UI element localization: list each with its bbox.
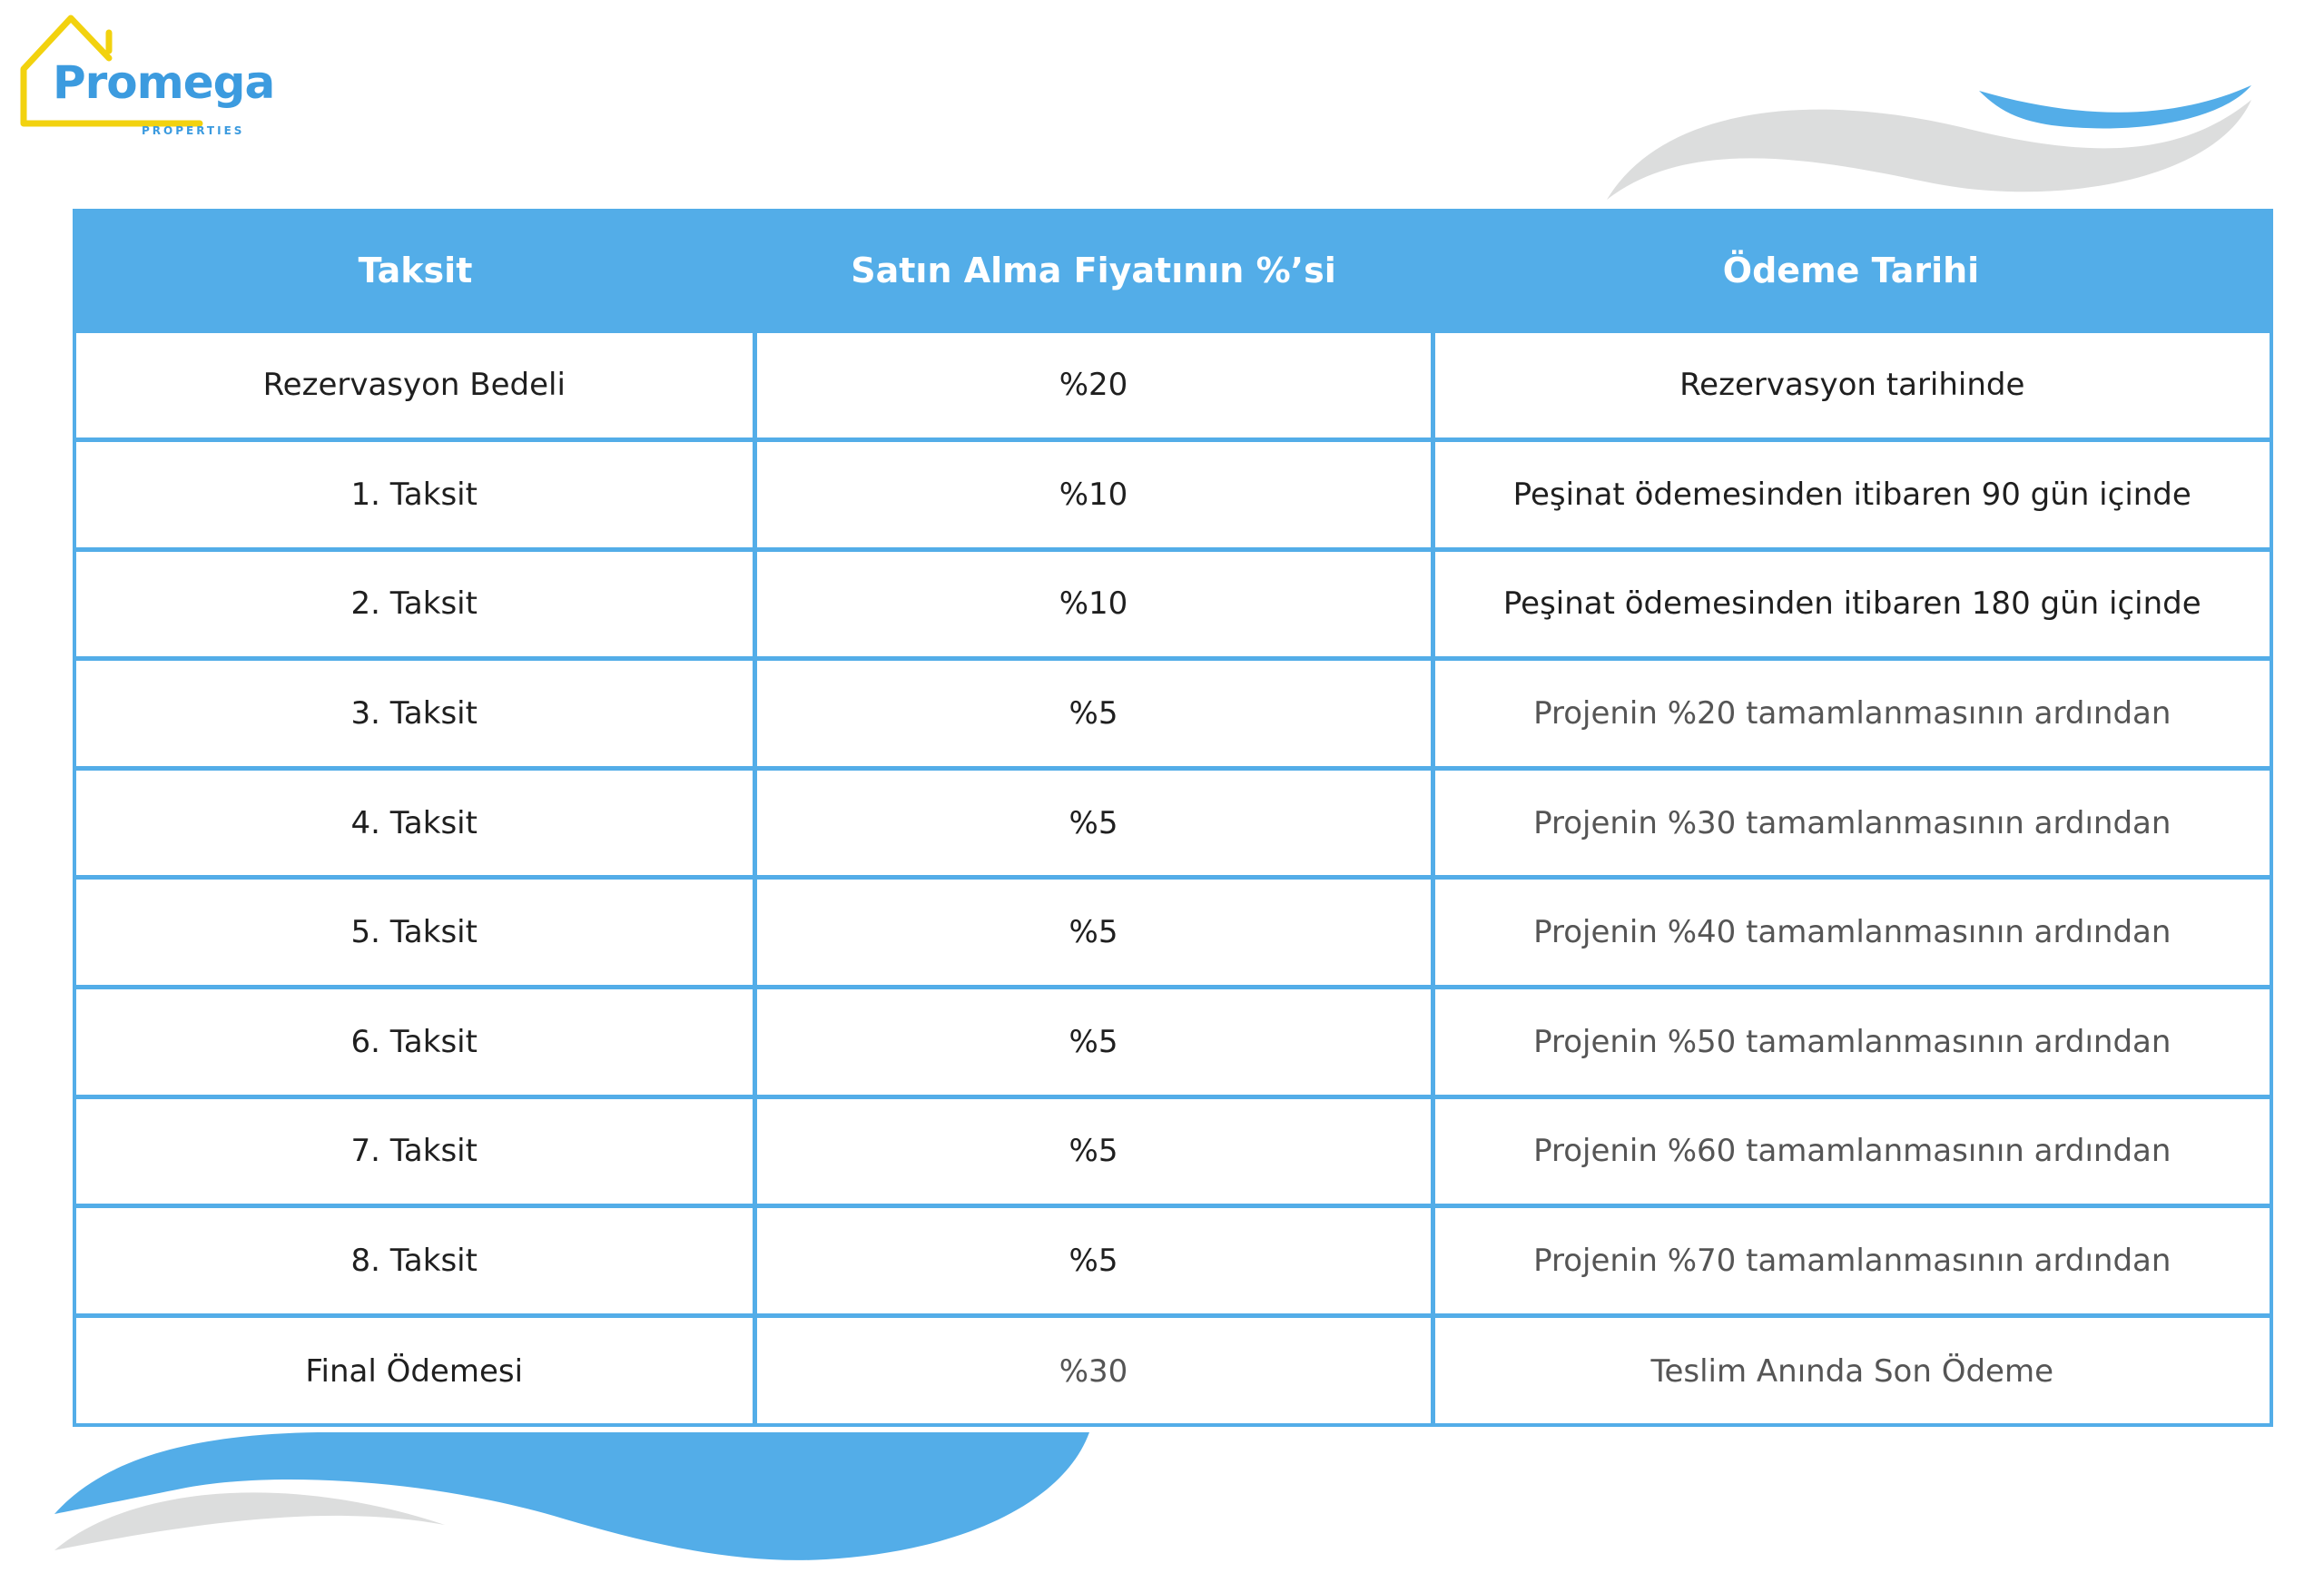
installment-cell: 3. Taksit	[76, 659, 754, 769]
date-cell: Peşinat ödemesinden itibaren 90 gün içinde	[1433, 440, 2270, 550]
percent-cell: %5	[754, 988, 1433, 1097]
table-row	[76, 1096, 2270, 1206]
promega-logo	[18, 13, 275, 137]
date-cell: Projenin %40 tamamlanmasının ardından	[1433, 878, 2270, 988]
installment-cell: Rezervasyon Bedeli	[76, 330, 754, 440]
table-row	[76, 878, 2270, 988]
date-cell: Projenin %50 tamamlanmasının ardından	[1433, 988, 2270, 1097]
header-percent: Satın Alma Fiyatının %’si	[754, 212, 1433, 330]
installment-cell: 2. Taksit	[76, 549, 754, 659]
percent-cell: %30	[754, 1315, 1433, 1425]
header-payment-date: Ödeme Tarihi	[1433, 212, 2270, 330]
percent-cell: %5	[754, 659, 1433, 769]
installment-cell: Final Ödemesi	[76, 1315, 754, 1425]
table-row	[76, 659, 2270, 769]
date-cell: Projenin %60 tamamlanmasının ardından	[1433, 1096, 2270, 1206]
table-header-row	[76, 212, 2270, 330]
percent-cell: %5	[754, 878, 1433, 988]
installment-cell: 8. Taksit	[76, 1206, 754, 1316]
installment-cell: 6. Taksit	[76, 988, 754, 1097]
date-cell: Projenin %20 tamamlanmasının ardından	[1433, 659, 2270, 769]
table-row	[76, 440, 2270, 550]
installment-cell: 7. Taksit	[76, 1096, 754, 1206]
percent-cell: %10	[754, 549, 1433, 659]
table-row	[76, 330, 2270, 440]
table-row	[76, 988, 2270, 1097]
percent-cell: %5	[754, 1096, 1433, 1206]
header-installment: Taksit	[76, 212, 754, 330]
installment-cell: 1. Taksit	[76, 440, 754, 550]
date-cell: Rezervasyon tarihinde	[1433, 330, 2270, 440]
table-row	[76, 1315, 2270, 1425]
installment-cell: 4. Taksit	[76, 768, 754, 878]
table-row	[76, 1206, 2270, 1316]
percent-cell: %20	[754, 330, 1433, 440]
logo-wordmark: Promega	[53, 56, 275, 109]
date-cell: Teslim Anında Son Ödeme	[1433, 1315, 2270, 1425]
table-row	[76, 549, 2270, 659]
installment-cell: 5. Taksit	[76, 878, 754, 988]
table-row	[76, 768, 2270, 878]
date-cell: Peşinat ödemesinden itibaren 180 gün içinde	[1433, 549, 2270, 659]
logo-tagline: PROPERTIES	[142, 124, 245, 137]
payment-plan-table	[73, 209, 2273, 1427]
percent-cell: %5	[754, 768, 1433, 878]
percent-cell: %10	[754, 440, 1433, 550]
top-wave-decoration	[1580, 73, 2270, 209]
date-cell: Projenin %30 tamamlanmasının ardından	[1433, 768, 2270, 878]
date-cell: Projenin %70 tamamlanmasının ardından	[1433, 1206, 2270, 1316]
percent-cell: %5	[754, 1206, 1433, 1316]
